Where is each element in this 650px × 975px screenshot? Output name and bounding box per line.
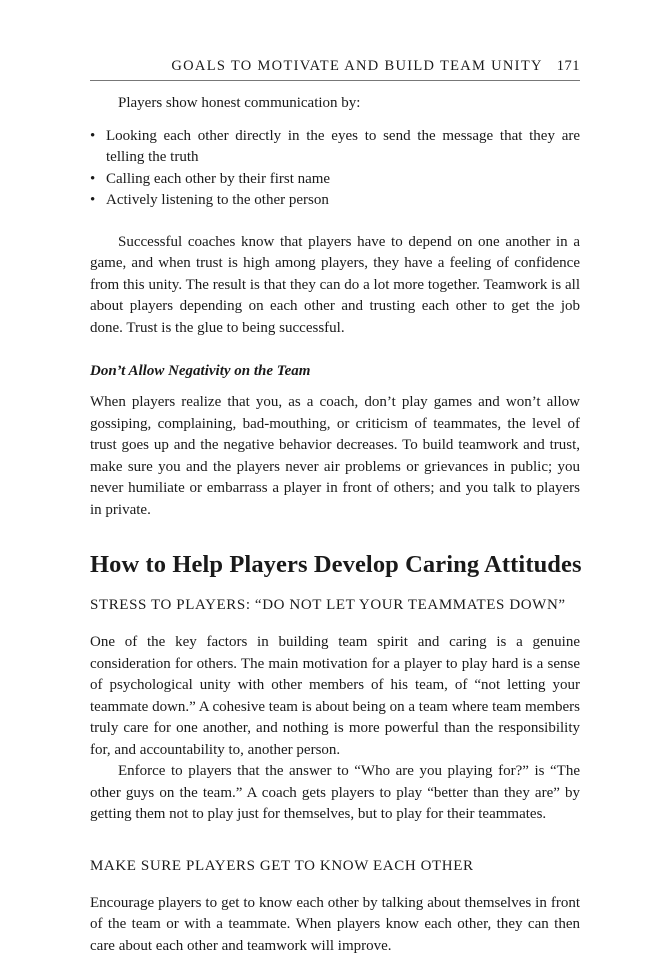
caps-heading-teammates: STRESS TO PLAYERS: “DO NOT LET YOUR TEAMMATES DOWN” [90, 597, 566, 613]
book-page [90, 58, 580, 957]
bullet-item: • Actively listening to the other person [90, 190, 580, 212]
running-title: GOALS TO MOTIVATE AND BUILD TEAM UNITY [171, 58, 543, 74]
section-title: How to Help Players Develop Caring Attitudes [90, 551, 582, 578]
caps-heading-know-each-other: MAKE SURE PLAYERS GET TO KNOW EACH OTHER [90, 857, 474, 874]
paragraph-trust: Successful coaches know that players have to depend on one another in a game, and when trust is high among players, they have a feeling of confidence from this unity. The result is that they can do a lot more together. Teamwork is all about players depending on each other and trusting each other to get the job done. Trust is the glue to being successful. [90, 233, 580, 336]
page-number: 171 [556, 58, 580, 74]
paragraph-know: Encourage players to get to know each other by talking about themselves in front of the team or with a teammate. When players know each other, they can then care about each other and teamwork will improve. [90, 894, 580, 954]
intro-line: Players show honest communication by: [118, 95, 361, 111]
paragraph-caring-1: One of the key factors in building team spirit and caring is a genuine consideration for others. The main motivation for a player to play hard is a sense of psychological unity with other members of his team, of “not letting your teammate down.” A cohesive team is about being on a team where team members truly care for one another, and nothing is more powerful than the responsibility for, and accountability to, another person. [90, 634, 580, 758]
paragraph-caring-2: Enforce to players that the answer to “Who are you playing for?” is “The other guys on the team.” A coach gets players to play “better than they are” by getting them not to play just for themselves, but to play for their teammates. [90, 763, 580, 822]
bullet-list [90, 126, 580, 212]
paragraph-negativity: When players realize that you, as a coach, don’t play games and won’t allow gossiping, complaining, bad-mouthing, or criticism of teammates, the level of trust goes up and the negative behavior decreases. To build teamwork and trust, make sure you and the players never air problems or grievances in public; you never humiliate or embarrass a player in front of others; and you talk to players in private. [90, 394, 580, 518]
running-header [90, 58, 580, 81]
bullet-item: • Calling each other by their first name [90, 169, 580, 191]
bullet-item: • Looking each other directly in the eyes to send the message that they are telling the truth [90, 126, 580, 169]
subheading-negativity: Don’t Allow Negativity on the Team [90, 363, 311, 379]
